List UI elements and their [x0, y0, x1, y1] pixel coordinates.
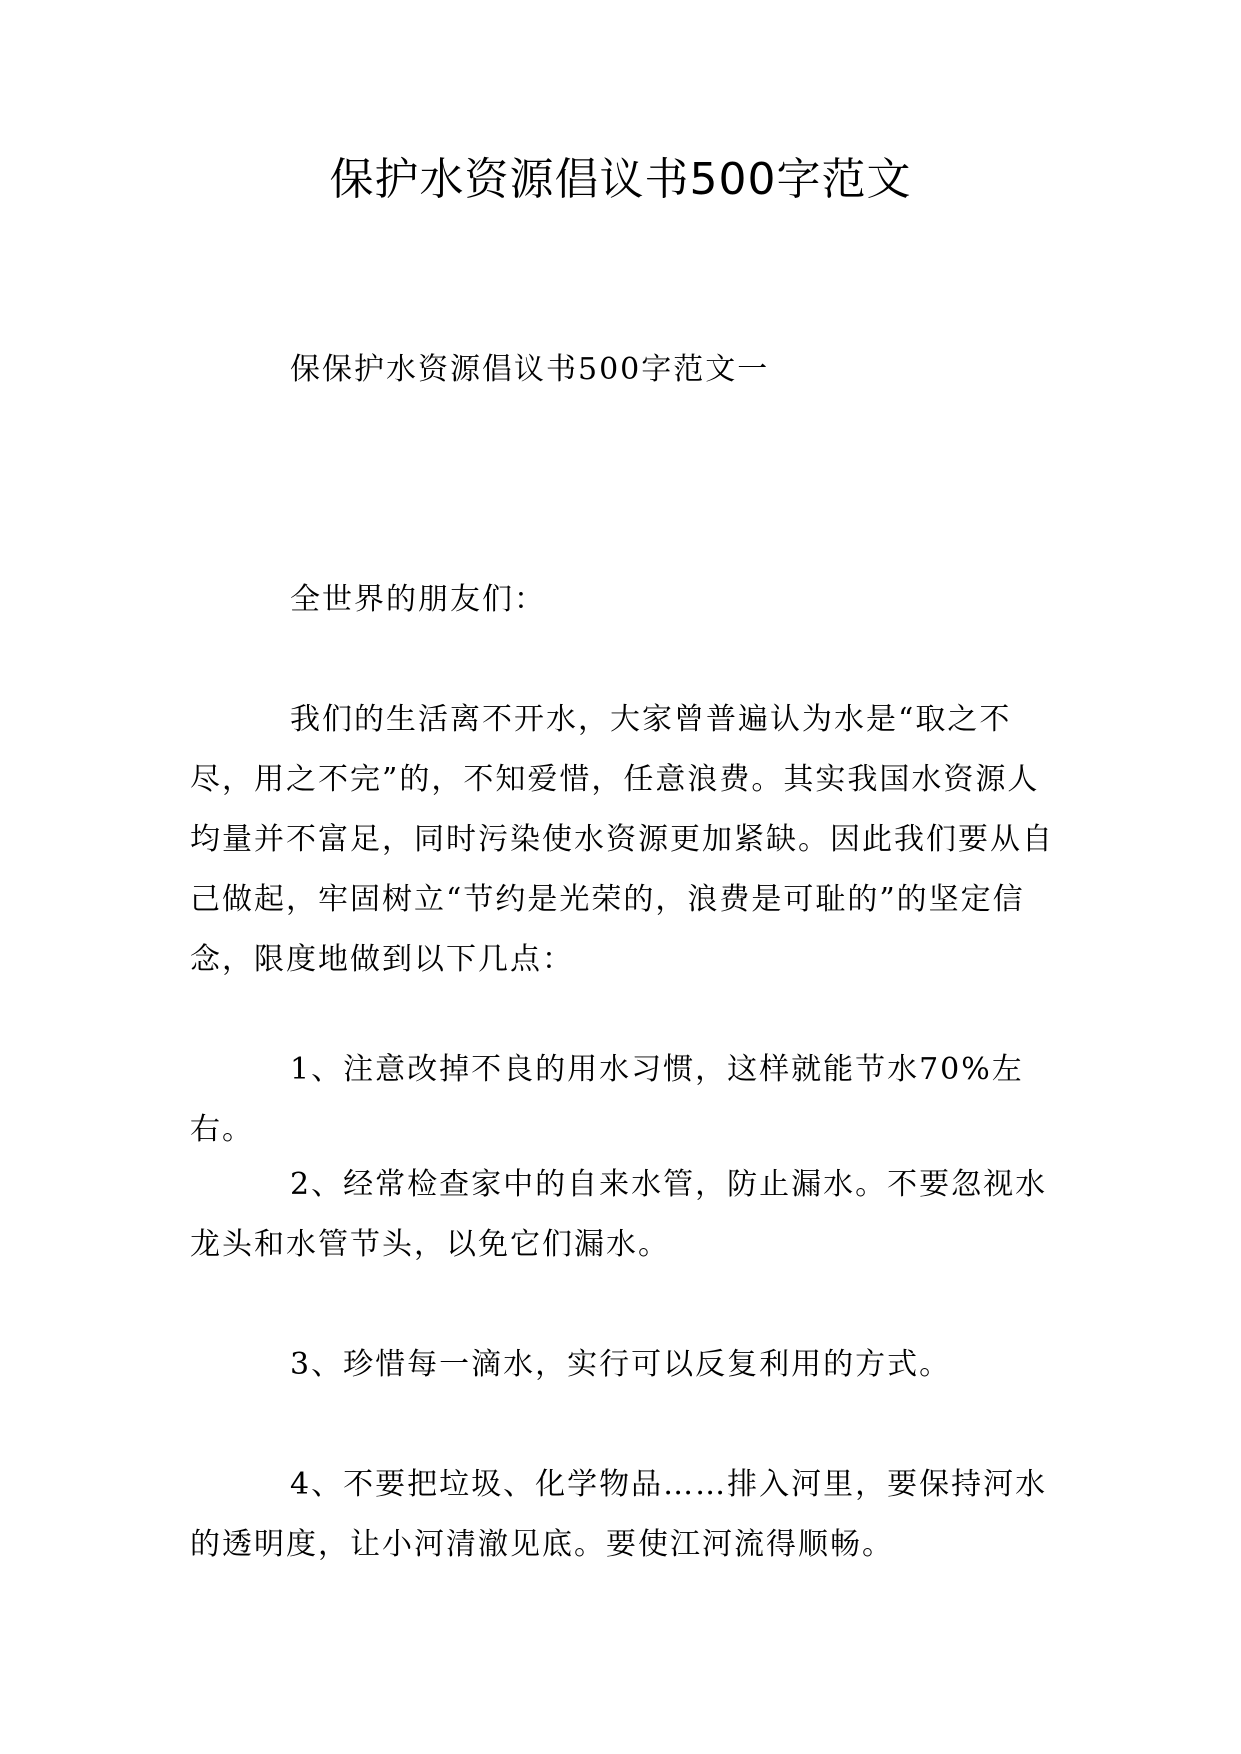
body-paragraph: 我们的生活离不开水，大家曾普遍认为水是“取之不尽，用之不完”的，不知爱惜，任意浪费。其实我国水资源人均量并不富足，同时污染使水资源更加紧缺。因此我们要从自己做起，牢固树立“节约是光荣的，浪费是可耻的”的坚定信念，限度地做到以下几点：	[190, 702, 1054, 977]
section-subtitle: 保保护水资源倡议书500字范文一	[290, 352, 770, 387]
list-item: 3、珍惜每一滴水，实行可以反复利用的方式。	[290, 1347, 952, 1382]
greeting: 全世界的朋友们：	[290, 582, 546, 617]
list-item: 4、不要把垃圾、化学物品……排入河里，要保持河水的透明度，让小河清澈见底。要使江河流得顺畅。	[190, 1467, 1048, 1562]
list-item: 2、经常检查家中的自来水管，防止漏水。不要忽视水龙头和水管节头，以免它们漏水。	[190, 1167, 1048, 1262]
document-title: 保护水资源倡议书500字范文	[329, 154, 912, 205]
list-item: 1、注意改掉不良的用水习惯，这样就能节水70%左右。	[190, 1052, 1024, 1147]
